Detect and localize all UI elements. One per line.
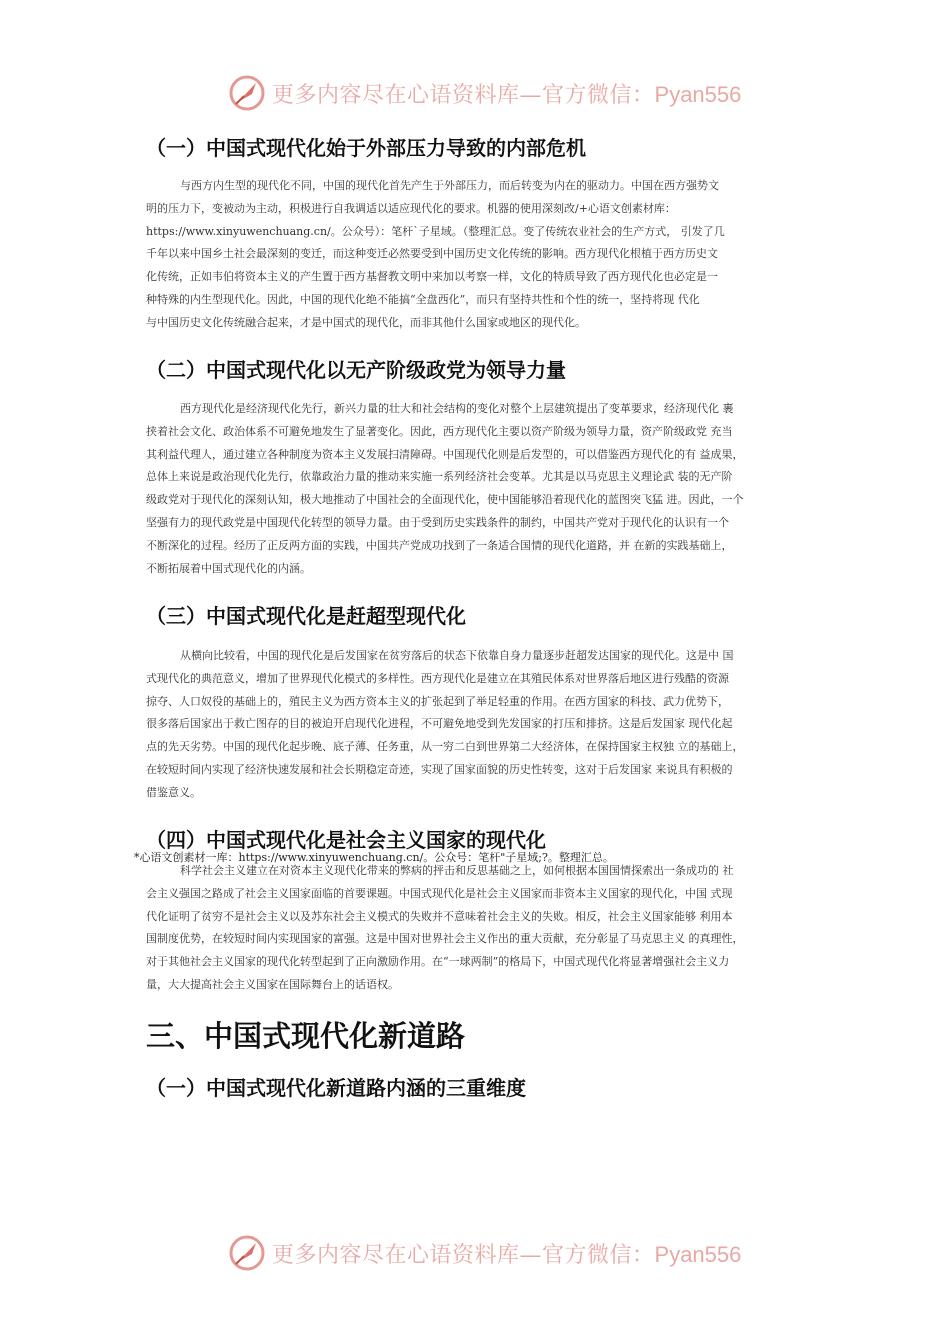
section-paragraph-2 xyxy=(146,398,816,580)
paragraph-line: 种特殊的内生型现代化。因此，中国的现代化绝不能搞“全盘西化”，而只有坚持共性和个性的统一，坚持将现 代化 xyxy=(146,292,700,306)
subsection-heading: （一）中国式现代化新道路内涵的三重维度 xyxy=(146,1076,526,1100)
paragraph-line: 不断深化的过程。经历了正反两方面的实践，中国共产党成功找到了一条适合国情的现代化道路，并 在新的实践基础上， xyxy=(146,538,733,552)
section-paragraph-3 xyxy=(146,645,816,805)
source-note: *心语文创素材一库：https://www.xinyuwenchuang.cn/。公众号：笔杆"子星域;?。整理汇总。 xyxy=(134,851,614,864)
paragraph-line: 与中国历史文化传统融合起来，才是中国式的现代化，而非其他什么国家或地区的现代化。 xyxy=(146,315,586,329)
section-paragraph-4 xyxy=(146,860,816,997)
paragraph-line: 对于其他社会主义国家的现代化转型起到了正向激励作用。在“一球两制”的格局下，中国式现代化将显著增强社会主义力 xyxy=(146,955,730,969)
paragraph-line: 国制度优势，在较短时间内实现国家的富强。这是中国对世界社会主义作出的重大贡献，充分彰显了马克思主义 的真理性， xyxy=(146,932,744,946)
paragraph-line: 总体上来说是政治现代化先行，依靠政治力量的推动来实施一系列经济社会变革。尤其是以马克思主义理论武 装的无产阶 xyxy=(146,470,733,484)
paragraph-line: 科学社会主义建立在对资本主义现代化带来的弊病的抨击和反思基础之上，如何根据本国国情探索出一条成功的 社 xyxy=(180,864,734,877)
section-paragraph-1 xyxy=(146,175,816,335)
paragraph-line: 明的压力下，变被动为主动，积极进行自我调适以适应现代化的要求。机器的使用深刻改/+心语文创素材库： xyxy=(146,201,676,215)
paragraph-line: 代化证明了贫穷不是社会主义以及苏东社会主义模式的失败并不意味着社会主义的失败。相反，社会主义国家能够 利用本 xyxy=(146,909,733,923)
paragraph-line: 会主义强国之路成了社会主义国家面临的首要课题。中国式现代化是社会主义国家而非资本主义国家的现代化，中国 式现 xyxy=(146,886,733,900)
paragraph-line: 化传统，正如韦伯将资本主义的产生置于西方基督教文明中来加以考察一样，文化的特质导致了西方现代化也必定是一 xyxy=(146,270,718,284)
paragraph-line: 点的先天劣势。中国的现代化起步晚、底子薄、任务重，从一穷二白到世界第二大经济体，在保持国家主权独 立的基础上， xyxy=(146,740,744,754)
paragraph-line: 量，大大提高社会主义国家在国际舞台上的话语权。 xyxy=(146,977,399,991)
paragraph-line: 挟着社会文化、政治体系不可避免地发生了显著变化。因此，西方现代化主要以资产阶级为领导力量，资产阶级政党 充当 xyxy=(146,424,733,438)
paragraph-line: 西方现代化是经济现代化先行，新兴力量的壮大和社会结构的变化对整个上层建筑提出了变革要求，经济现代化 裹 xyxy=(180,402,734,415)
paragraph-line: 从横向比较看，中国的现代化是后发国家在贫穷落后的状态下依靠自身力量逐步赶超发达国家的现代化。这是中 国 xyxy=(180,649,734,662)
paragraph-line: 掠夺、人口奴役的基础上的，殖民主义为西方资本主义的扩张起到了举足轻重的作用。在西方国家的科技、武力优势下， xyxy=(146,694,729,708)
section-heading-1: （一）中国式现代化始于外部压力导致的内部危机 xyxy=(146,136,586,160)
section-heading-2: （二）中国式现代化以无产阶级政党为领导力量 xyxy=(146,358,566,382)
section-heading-3: （三）中国式现代化是赶超型现代化 xyxy=(146,604,466,628)
paragraph-line: 坚强有力的现代政党是中国现代化转型的领导力量。由于受到历史实践条件的制约，中国共产党对于现代化的认识有一个 xyxy=(146,515,729,529)
footer-banner xyxy=(228,1233,748,1273)
header-banner xyxy=(228,73,748,113)
section-heading-4: （四）中国式现代化是社会主义国家的现代化 xyxy=(146,828,546,852)
feather-seal-icon xyxy=(228,74,266,112)
paragraph-line: 不断拓展着中国式现代化的内涵。 xyxy=(146,561,311,575)
feather-seal-icon xyxy=(228,1234,266,1272)
paragraph-line: 千年以来中国乡土社会最深刻的变迁，而这种变迁必然要受到中国历史文化传统的影响。西方现代化根植于西方历史文 xyxy=(146,247,718,261)
paragraph-line: 其利益代理人，通过建立各种制度为资本主义发展扫清障碍。中国现代化则是后发型的，可以借鉴西方现代化的有 益成果， xyxy=(146,447,744,461)
paragraph-line: 与西方内生型的现代化不同，中国的现代化首先产生于外部压力，而后转变为内在的驱动力。中国在西方强势文 xyxy=(180,179,719,192)
paragraph-line: https://www.xinyuwenchuang.cn/。公众号）：笔杆`子星域。（整理汇总。变了传统农业社会的生产方式， 引发了几 xyxy=(146,224,725,238)
paragraph-line: 式现代化的典范意义，增加了世界现代化模式的多样性。西方现代化是建立在其殖民体系对世界落后地区进行残酷的资源 xyxy=(146,671,729,685)
paragraph-line: 级政党对于现代化的深刻认知，极大地推动了中国社会的全面现代化，使中国能够沿着现代化的蓝图突飞猛 进。因此，一个 xyxy=(146,493,744,507)
banner-text: 更多内容尽在心语资料库—官方微信：Pyan556 xyxy=(272,1241,742,1268)
paragraph-line: 在较短时间内实现了经济快速发展和社会长期稳定奇迹，实现了国家面貌的历史性转变，这对于后发国家 来说具有积极的 xyxy=(146,762,733,776)
paragraph-line: 借鉴意义。 xyxy=(146,785,201,799)
part-heading: 三、中国式现代化新道路 xyxy=(146,1019,466,1053)
banner-text: 更多内容尽在心语资料库—官方微信：Pyan556 xyxy=(272,81,742,108)
paragraph-line: 很多落后国家出于救亡图存的目的被迫开启现代化进程，不可避免地受到先发国家的打压和排挤。这是后发国家 现代化起 xyxy=(146,717,733,731)
